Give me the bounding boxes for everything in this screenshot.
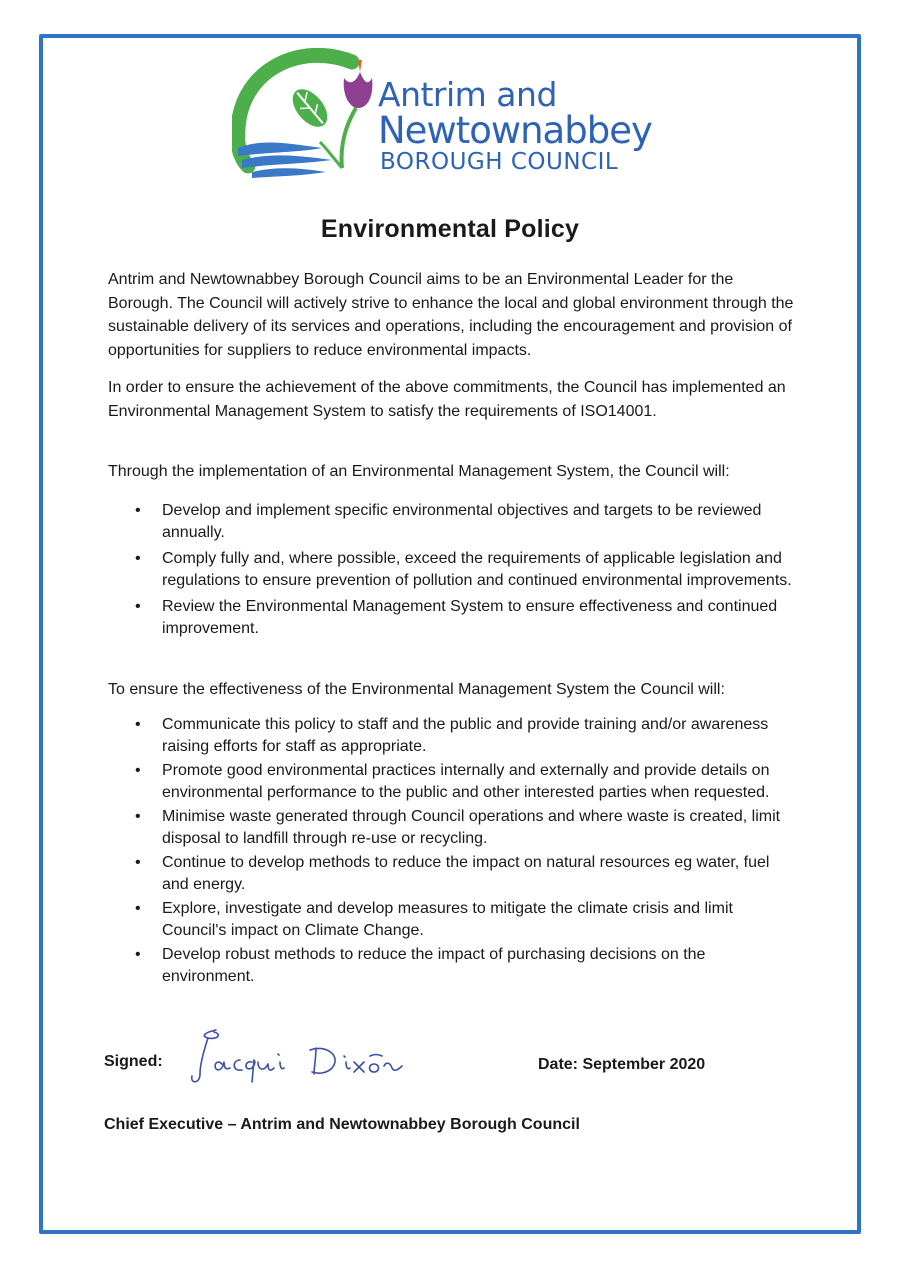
list-item	[108, 548, 798, 592]
council-emblem-icon	[232, 48, 382, 183]
list-item	[108, 714, 798, 757]
bullet-icon: •	[135, 946, 141, 963]
list-item	[108, 596, 798, 640]
list-item-text: Review the Environmental Management System to ensure effectiveness and continued improvement.	[162, 598, 778, 637]
implementation-list	[108, 500, 798, 644]
council-logo	[232, 48, 672, 183]
effectiveness-list	[108, 714, 798, 990]
bullet-icon: •	[135, 762, 141, 779]
list-item-text: Promote good environmental practices internally and externally and provide details on environmental performance to the public and other interested parties when requested.	[162, 762, 770, 801]
page-title: Environmental Policy	[320, 215, 580, 243]
list-item-text: Develop robust methods to reduce the impact of purchasing decisions on the environment.	[162, 946, 706, 985]
commitment-paragraph: In order to ensure the achievement of the above commitments, the Council has implemented an Environmental Management System to satisfy the requirements of ISO14001.	[108, 379, 786, 420]
handwritten-signature	[186, 1020, 416, 1090]
list-item-text: Continue to develop methods to reduce the impact on natural resources eg water, fuel and energy.	[162, 854, 770, 893]
list-item	[108, 898, 798, 941]
list-item	[108, 852, 798, 895]
signed-label: Signed:	[104, 1053, 163, 1070]
bullet-icon: •	[135, 854, 141, 871]
implementation-paragraph: Through the implementation of an Environmental Management System, the Council will:	[108, 463, 730, 480]
bullet-icon: •	[135, 716, 141, 733]
logo-text-borough-council: BOROUGH COUNCIL	[380, 149, 619, 175]
date-label: Date: September 2020	[538, 1056, 706, 1073]
list-item-text: Develop and implement specific environmental objectives and targets to be reviewed annually.	[162, 502, 762, 541]
logo-text-antrim: Antrim	[378, 75, 487, 114]
list-item-text: Explore, investigate and develop measures to mitigate the climate crisis and limit Council's impact on Climate Change.	[162, 900, 733, 939]
bullet-icon: •	[135, 900, 141, 917]
logo-wordmark	[378, 75, 652, 175]
list-item	[108, 760, 798, 803]
intro-paragraph: Antrim and Newtownabbey Borough Council aims to be an Environmental Leader for the Borough. The Council will actively strive to enhance the local and global environment through the sustainable delivery of its services and operations, including the encouragement and provision of opportunities for suppliers to reduce environmental impacts.	[108, 271, 794, 359]
bullet-icon: •	[135, 550, 141, 567]
list-item	[108, 500, 798, 544]
list-item-text: Minimise waste generated through Council operations and where waste is created, limit disposal to landfill through re-use or recycling.	[162, 808, 781, 847]
effectiveness-paragraph: To ensure the effectiveness of the Environmental Management System the Council will:	[108, 681, 725, 698]
logo-text-newtownabbey: Newtownabbey	[378, 109, 652, 152]
bullet-icon: •	[135, 808, 141, 825]
bullet-icon: •	[135, 502, 141, 519]
list-item-text: Communicate this policy to staff and the public and provide training and/or awareness raising efforts for staff as appropriate.	[162, 716, 769, 755]
signatory-role: Chief Executive – Antrim and Newtownabbey Borough Council	[104, 1116, 580, 1133]
logo-text-and: and	[486, 75, 557, 114]
bullet-icon: •	[135, 598, 141, 615]
list-item	[108, 806, 798, 849]
list-item-text: Comply fully and, where possible, exceed the requirements of applicable legislation and regulations to ensure prevention of pollution and continued environmental improvements.	[162, 550, 792, 589]
list-item	[108, 944, 798, 987]
